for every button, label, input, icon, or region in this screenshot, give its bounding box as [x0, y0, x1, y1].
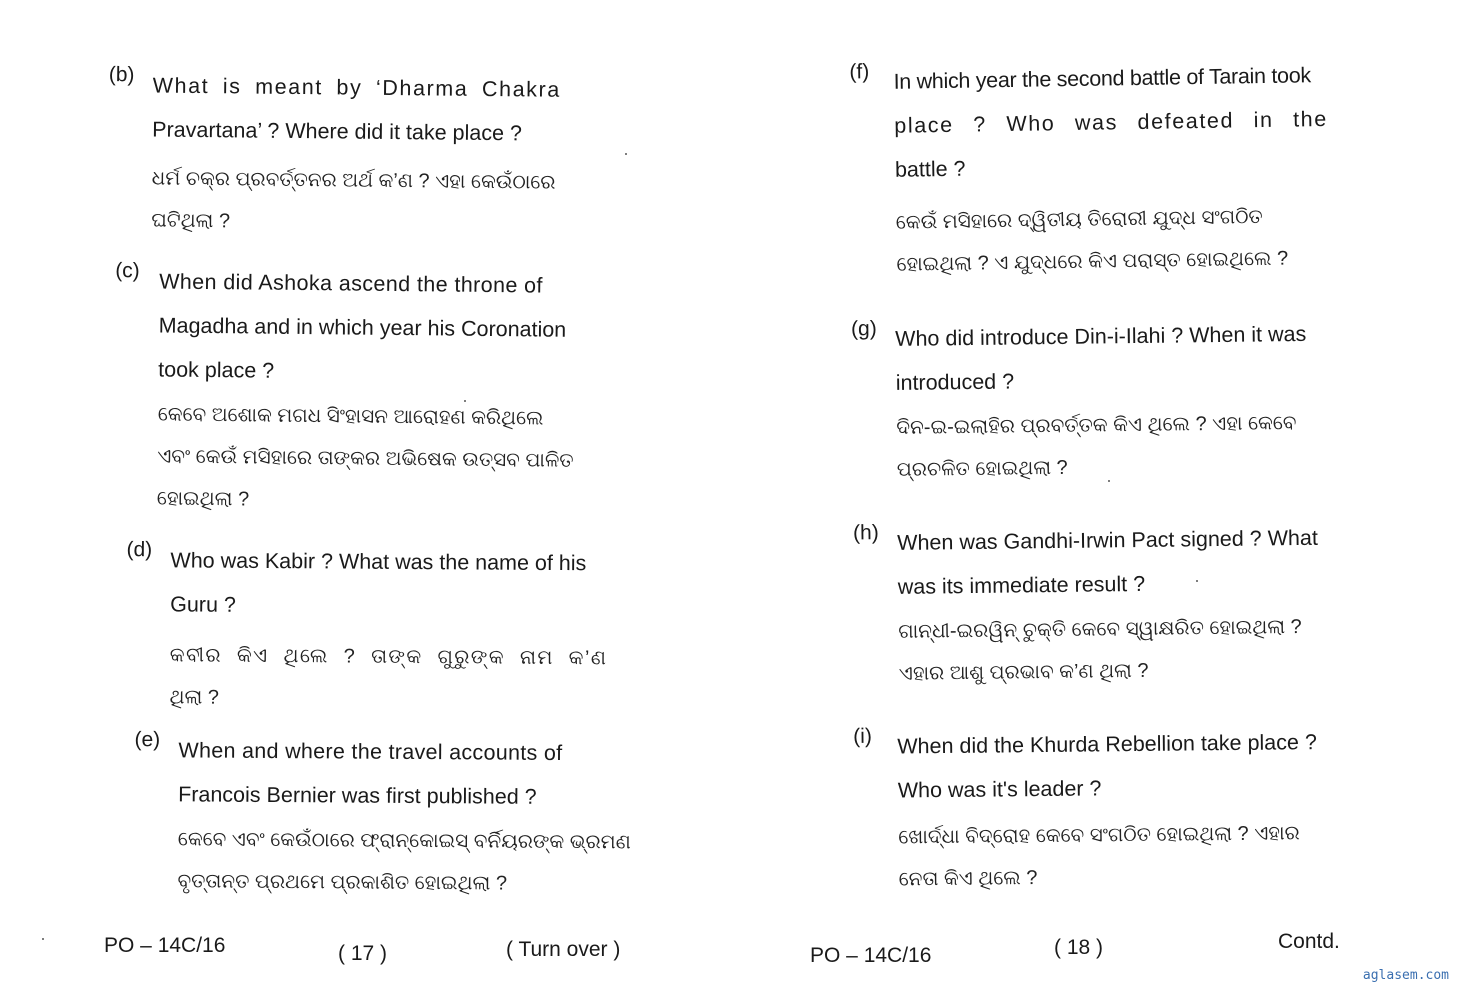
question-label: (c) — [115, 259, 140, 283]
question-e — [134, 728, 658, 905]
question-label: (i) — [853, 724, 872, 748]
question-odia-text: ହୋଇଥିଲା ? — [156, 487, 250, 511]
watermark: aglasem.com — [1362, 968, 1449, 983]
question-odia-text: ହୋଇଥିଲା ? ଏ ଯୁଦ୍ଧରେ କିଏ ପରାସ୍ତ ହୋଇଥିଲେ ? — [896, 247, 1289, 276]
question-odia-text: କେଉଁ ମସିହାରେ ଦ୍ୱିତୀୟ ତିରୋରୀ ଯୁଦ୍ଧ ସଂଗଠିତ — [895, 206, 1263, 234]
page-code: PO – 14C/16 — [810, 944, 932, 967]
question-label: (g) — [850, 317, 877, 341]
question-d — [126, 538, 650, 721]
question-odia-text: କବୀର କିଏ ଥିଲେ ? ତାଙ୍କ ଗୁରୁଙ୍କ ନାମ କ’ଣ — [169, 644, 608, 670]
question-label: (e) — [134, 728, 161, 752]
question-text: When and where the travel accounts of — [178, 738, 563, 766]
question-text: introduced ? — [895, 369, 1015, 395]
scan-speck — [1196, 580, 1198, 582]
question-f — [849, 52, 1376, 286]
question-odia-text: ଖୋର୍ଦ୍ଧା ବିଦ୍ରୋହ କେବେ ସଂଗଠିତ ହୋଇଥିଲା ? ଏହାର — [898, 822, 1300, 849]
question-b — [108, 63, 633, 246]
question-odia-text: ଗାନ୍ଧୀ-ଇରୱିନ୍ ଚୁକ୍ତି କେବେ ସ୍ୱାକ୍ଷରିତ ହୋଇଥିଲା ? — [898, 616, 1302, 643]
question-text: Who was it's leader ? — [897, 776, 1102, 803]
question-odia-text: ଥିଲା ? — [169, 686, 220, 709]
question-text: When did Ashoka ascend the throne of — [159, 269, 543, 298]
question-text: In which year the second battle of Tarain took — [893, 63, 1312, 94]
question-odia-text: ଧର୍ମ ଚକ୍ର ପ୍ରବର୍ତ୍ତନର ଅର୍ଥ କ’ଣ ? ଏହା କେଉଁଠାରେ — [151, 167, 556, 194]
question-odia-text: କେବେ ଅଶୋକ ମଗଧ ସିଂହାସନ ଆରୋହଣ କରିଥିଲେ — [157, 403, 544, 430]
question-odia-text: କେବେ ଏବଂ କେଉଁଠାରେ ଫ୍ରାନ୍‌କୋଇସ୍ ବର୍ନିୟରଙ୍କ ଭ୍ରମଣ — [177, 828, 631, 854]
question-label: (d) — [126, 538, 153, 562]
right-page — [730, 0, 1459, 991]
question-text: battle ? — [894, 156, 966, 182]
question-odia-text: ଦିନ-ଇ-ଇଲାହିର ପ୍ରବର୍ତ୍ତକ କିଏ ଥିଲେ ? ଏହା କେବେ — [896, 412, 1297, 439]
question-text: was its immediate result ? — [897, 571, 1146, 599]
question-text: Who did introduce Din-i-Ilahi ? When it was — [895, 321, 1307, 351]
question-text: took place ? — [158, 357, 275, 383]
question-label: (f) — [849, 60, 870, 84]
question-text: Francois Bernier was first published ? — [178, 782, 537, 809]
scan-speck — [464, 400, 466, 402]
question-odia-text: ବୃତ୍ତାନ୍ତ ପ୍ରଥମେ ପ୍ରକାଶିତ ହୋଇଥିଲା ? — [177, 870, 508, 895]
question-text: place ? Who was defeated in the — [894, 106, 1328, 138]
question-text: When was Gandhi-Irwin Pact signed ? What — [897, 525, 1318, 555]
question-text: When did the Khurda Rebellion take place ? — [897, 730, 1317, 759]
turn-over-note: ( Turn over ) — [506, 938, 621, 961]
question-text: What is meant by ‘Dharma Chakra — [152, 73, 562, 102]
question-odia-text: ଏହାର ଆଶୁ ପ୍ରଭାବ କ’ଣ ଥିଲା ? — [898, 659, 1149, 685]
scan-speck — [1108, 480, 1110, 482]
question-i — [853, 719, 1379, 900]
question-odia-text: ଘଟିଥିଲା ? — [151, 209, 231, 233]
contd-note: Contd. — [1278, 930, 1340, 953]
question-text: Pravartana’ ? Where did it take place ? — [152, 117, 523, 146]
question-odia-text: ପ୍ରଚଳିତ ହୋଇଥିଲା ? — [896, 456, 1068, 481]
question-g — [850, 311, 1377, 491]
question-text: Guru ? — [170, 592, 236, 617]
question-odia-text: ଏବଂ କେଉଁ ମସିହାରେ ତାଙ୍କର ଅଭିଷେକ ଉତ୍ସବ ପାଳିତ — [157, 445, 574, 472]
page-number: ( 17 ) — [338, 942, 388, 965]
scan-speck — [42, 938, 44, 940]
question-text: Who was Kabir ? What was the name of his — [170, 548, 587, 576]
question-text: Magadha and in which year his Coronation — [158, 313, 567, 342]
question-h — [852, 515, 1379, 695]
question-odia-text: ନେତା କିଏ ଥିଲେ ? — [898, 867, 1038, 891]
question-label: (h) — [852, 521, 879, 545]
question-c — [115, 259, 640, 524]
question-label: (b) — [108, 63, 135, 87]
scan-speck — [625, 153, 627, 155]
page-number: ( 18 ) — [1054, 936, 1104, 959]
page-code: PO – 14C/16 — [104, 934, 226, 957]
